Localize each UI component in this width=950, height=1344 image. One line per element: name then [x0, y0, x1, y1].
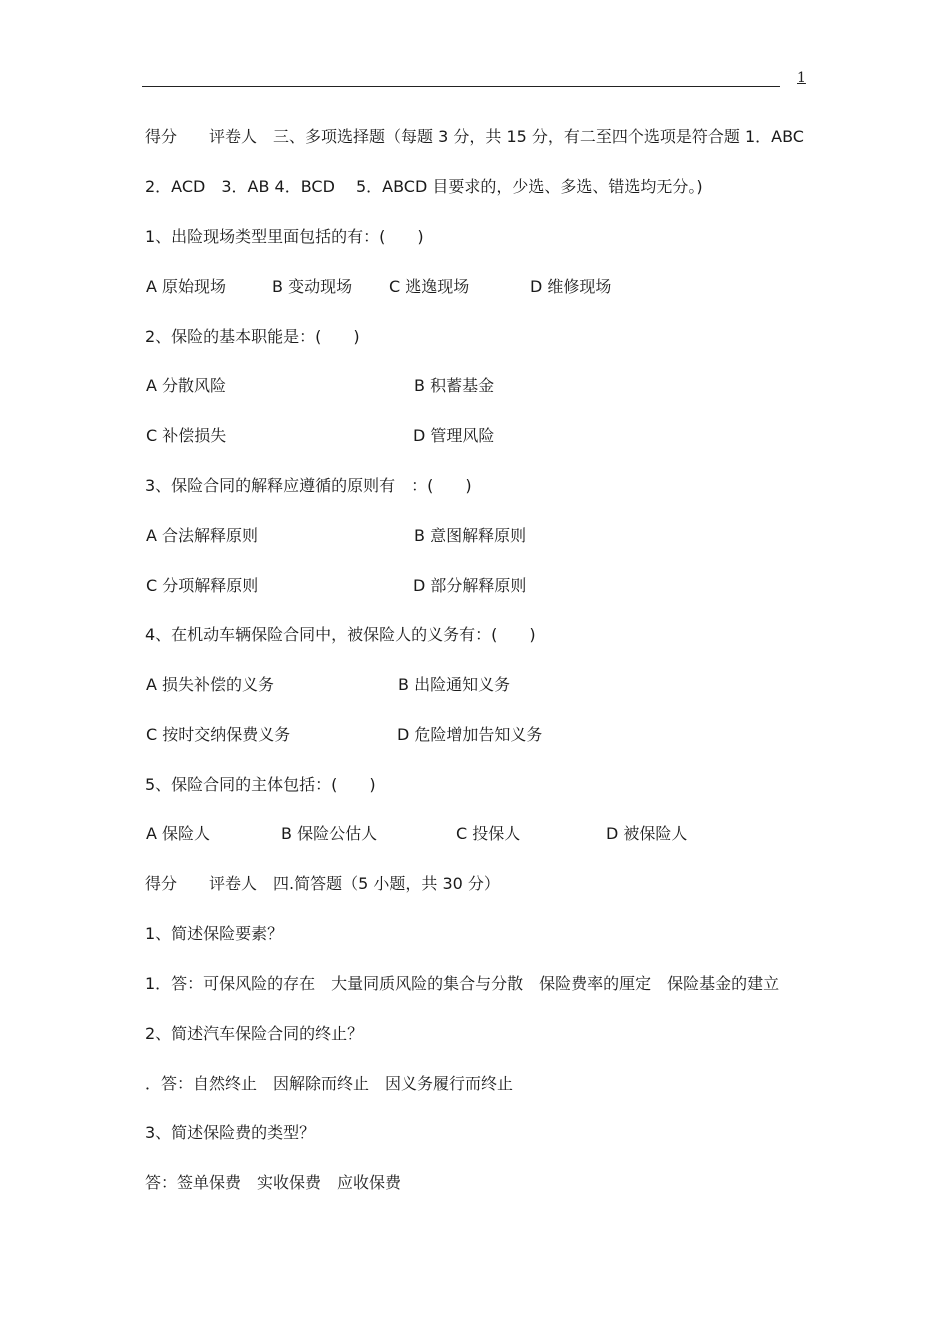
question-5-option-d: D 被保险人: [606, 824, 688, 843]
short-answer-3-question: 3、简述保险费的类型？: [145, 1123, 316, 1142]
question-1-option-a: A 原始现场: [146, 277, 227, 296]
question-2-stem: 2、保险的基本职能是：( ): [145, 327, 360, 346]
question-3-option-c: C 分项解释原则: [146, 576, 259, 595]
question-1-option-c: C 逃逸现场: [389, 277, 470, 296]
header-rule: [142, 86, 780, 87]
question-5-stem: 5、保险合同的主体包括：( ): [145, 775, 376, 794]
question-3-option-a: A 合法解释原则: [146, 526, 259, 545]
short-answer-1-question: 1、简述保险要素？: [145, 924, 284, 943]
question-3-option-d: D 部分解释原则: [413, 576, 527, 595]
question-5-option-c: C 投保人: [456, 824, 521, 843]
question-2-option-c: C 补偿损失: [146, 426, 227, 445]
question-4-option-a: A 损失补偿的义务: [146, 675, 275, 694]
short-answer-2-question: 2、简述汽车保险合同的终止？: [145, 1024, 364, 1043]
question-1-option-b: B 变动现场: [272, 277, 353, 296]
question-2-option-b: B 积蓄基金: [414, 376, 495, 395]
question-4-option-c: C 按时交纳保费义务: [146, 725, 291, 744]
page-number: 1: [797, 70, 806, 86]
question-5-option-a: A 保险人: [146, 824, 211, 843]
short-answer-1-answer: 1．答：可保风险的存在 大量同质风险的集合与分散 保险费率的厘定 保险基金的建立: [145, 974, 780, 993]
question-2-option-d: D 管理风险: [413, 426, 495, 445]
question-4-stem: 4、在机动车辆保险合同中，被保险人的义务有：( ): [145, 625, 536, 644]
question-1-option-d: D 维修现场: [530, 277, 612, 296]
section3-header: 得分 评卷人 三、多项选择题（每题 3 分，共 15 分，有二至四个选项是符合题 1．ABC: [145, 127, 804, 146]
question-2-option-a: A 分散风险: [146, 376, 227, 395]
question-1-stem: 1、出险现场类型里面包括的有：( ): [145, 227, 424, 246]
question-3-stem: 3、保险合同的解释应遵循的原则有 ：( ): [145, 476, 472, 495]
question-5-option-b: B 保险公估人: [281, 824, 378, 843]
short-answer-2-answer: ．答：自然终止 因解除而终止 因义务履行而终止: [145, 1074, 514, 1093]
question-4-option-b: B 出险通知义务: [398, 675, 511, 694]
question-3-option-b: B 意图解释原则: [414, 526, 527, 545]
short-answer-3-answer: 答：签单保费 实收保费 应收保费: [145, 1173, 402, 1192]
section3-header-cont: 2．ACD 3．AB 4．BCD 5．ABCD 目要求的，少选、多选、错选均无分。): [145, 177, 703, 196]
section4-header: 得分 评卷人 四.简答题（5 小题，共 30 分）: [145, 874, 500, 893]
question-4-option-d: D 危险增加告知义务: [397, 725, 543, 744]
